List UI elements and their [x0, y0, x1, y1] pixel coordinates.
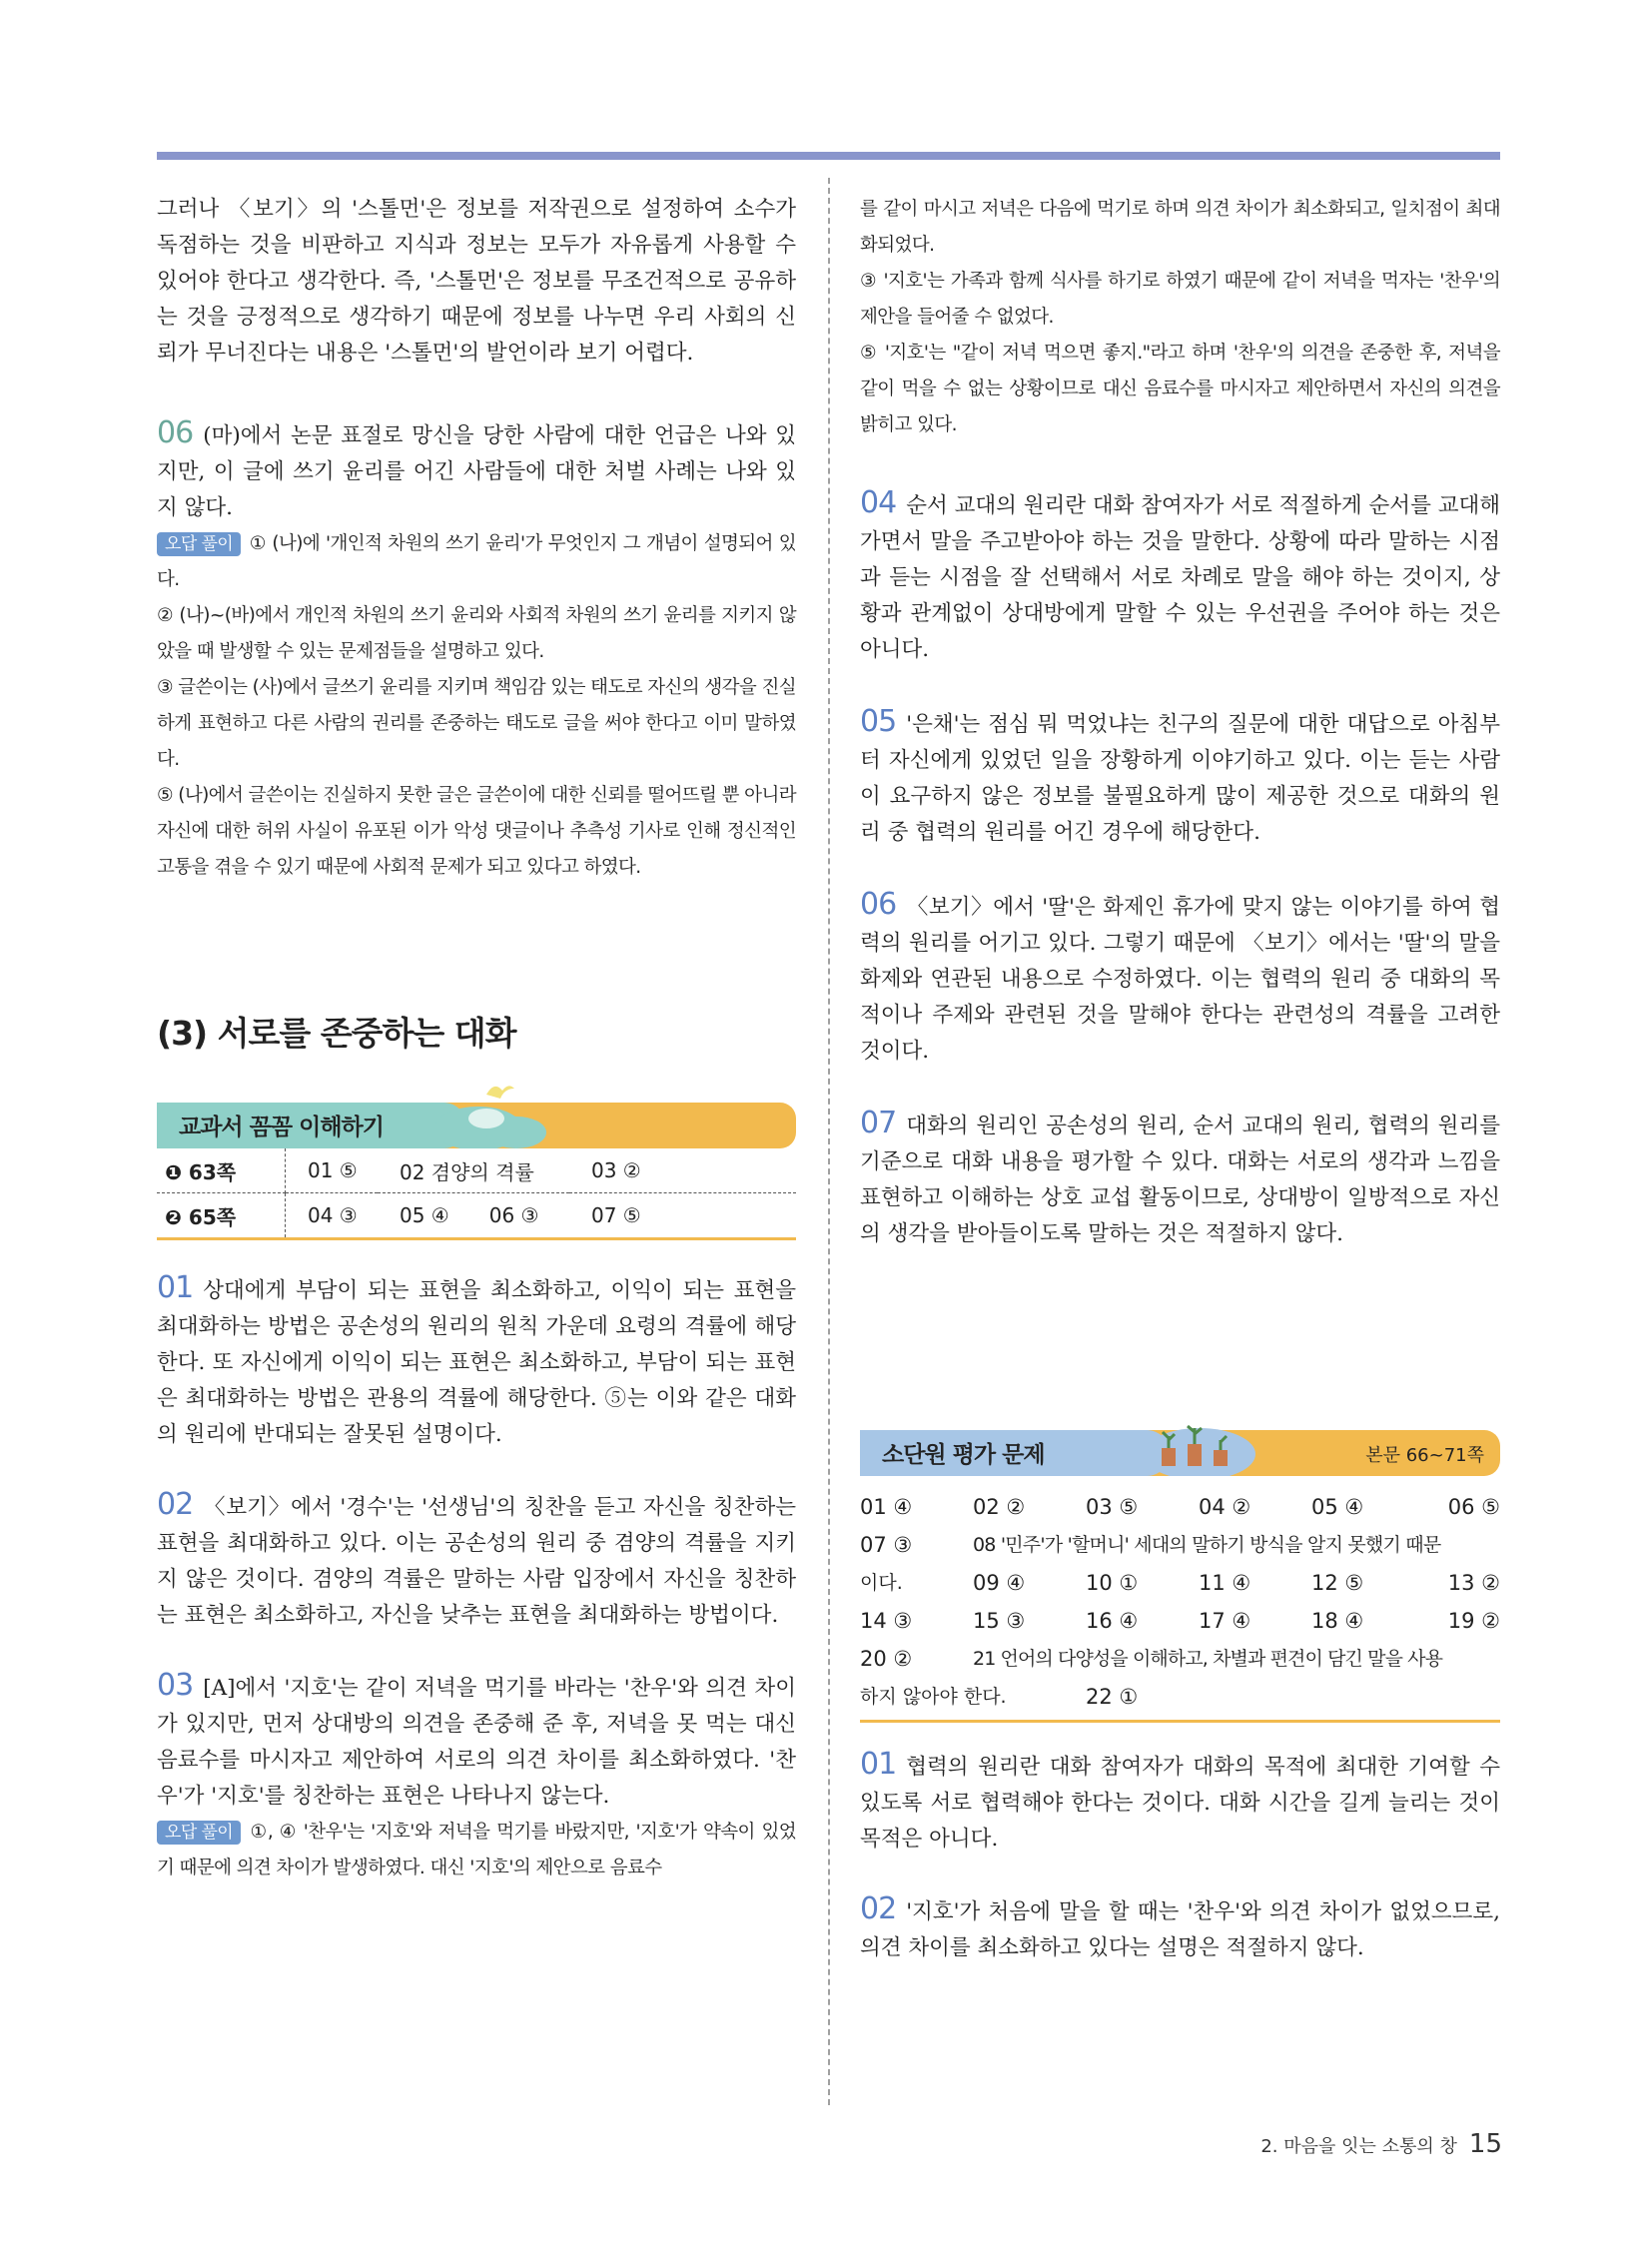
- table-row: [157, 1193, 796, 1238]
- answer-text: (마)에서 논문 표절로 망신을 당한 사람에 대한 언급은 나와 있지만, 이 글에 쓰기 윤리를 어긴 사람들에 대한 처벌 사례는 나와 있지 않다.: [157, 423, 796, 520]
- answer-04: [860, 485, 1500, 668]
- grid-cell: 17 ④: [1199, 1609, 1251, 1633]
- answer-03: [157, 1668, 796, 1815]
- grid-cell: 11 ④: [1199, 1571, 1251, 1595]
- grid-cell: 21 언어의 다양성을 이해하고, 차별과 편견이 담긴 말을 사용: [973, 1648, 1443, 1670]
- grid-cell: 14 ③: [860, 1609, 913, 1633]
- answer-number: 02: [157, 1487, 194, 1522]
- grid-cell: 이다.: [860, 1572, 903, 1594]
- answer-05: [860, 704, 1500, 851]
- note-line: ③ '지호'는 가족과 함께 식사를 하기로 하였기 때문에 같이 저녁을 먹자는 '찬우'의 제안을 들어줄 수 없었다.: [860, 271, 1500, 328]
- grid-cell: 15 ③: [973, 1609, 1026, 1633]
- eval-answer-02: [860, 1891, 1500, 1966]
- answer-text: 대화의 원리인 공손성의 원리, 순서 교대의 원리, 협력의 원리를 기준으로 대화 내용을 평가할 수 있다. 대화는 서로의 생각과 느낌을 표현하고 이해하는 상호 교섭 활동이므로, 상대방이 일방적으로 자신의 생각을 받아들이도록 말하는 것은 적절하지 않다.: [860, 1114, 1500, 1246]
- grid-cell: 05 ④: [1311, 1495, 1364, 1519]
- grid-cell: 10 ①: [1086, 1571, 1139, 1595]
- answer-number: 02: [860, 1891, 897, 1926]
- table-head: ❷ 65쪽: [157, 1193, 286, 1238]
- answer-number: 06: [860, 887, 897, 922]
- grid-row: [860, 1640, 1500, 1678]
- grid-cell: 09 ④: [973, 1571, 1026, 1595]
- grid-cell: 13 ②: [1447, 1571, 1500, 1595]
- answer-number: 05: [860, 704, 897, 739]
- wrong-answer-badge: 오답 풀이: [157, 532, 241, 556]
- note-line: ⑤ '지호'는 "같이 저녁 먹으면 좋지."라고 하며 '찬우'의 의견을 존중한 후, 저녁을 같이 먹을 수 없는 상황이므로 대신 음료수를 마시자고 제안하면서 자신의 의견을 밝히고 있다.: [860, 343, 1500, 435]
- table-cell: 07 ⑤: [591, 1203, 641, 1227]
- answer-text: 상대에게 부담이 되는 표현을 최소화하고, 이익이 되는 표현을 최대화하는 방법은 공손성의 원리의 원칙 가운데 요령의 격률에 해당한다. 또 자신에게 이익이 되는 표현은 최소화하고, 부담이 되는 표현은 최대화하는 방법은 관용의 격률에 해당한다. ⑤는 이와 같은 대화의 원리에 반대되는 잘못된 설명이다.: [157, 1278, 796, 1447]
- grid-cell: 07 ③: [860, 1533, 913, 1557]
- grid-cell: 04 ②: [1199, 1495, 1251, 1519]
- answer-number: 06: [157, 415, 194, 450]
- intro-paragraph: 그러나 〈보기〉의 '스톨먼'은 정보를 저작권으로 설정하여 소수가 독점하는 것을 비판하고 지식과 정보는 모두가 자유롭게 사용할 수 있어야 한다고 생각한다. 즉, '스톨먼'은 정보를 무조건적으로 공유하는 것을 긍정적으로 생각하기 때문에 정보를 나누면 우리 사회의 신뢰가 무너진다는 내용은 '스톨먼'의 발언이라 보기 어렵다.: [157, 197, 796, 366]
- answer-02: [157, 1487, 796, 1634]
- grid-row: [860, 1488, 1500, 1526]
- answer-number: 03: [157, 1668, 194, 1703]
- wrong-answer-note: [157, 1815, 796, 1886]
- grid-cell: 12 ⑤: [1311, 1571, 1364, 1595]
- eval-answer-01: [860, 1747, 1500, 1858]
- answer-table: [157, 1148, 796, 1237]
- section-title: (3) 서로를 존중하는 대화: [157, 1014, 516, 1053]
- grid-cell: 03 ⑤: [1086, 1495, 1139, 1519]
- grid-cell: 20 ②: [860, 1647, 913, 1671]
- answer-06: [157, 415, 796, 526]
- table-cell: 02 겸양의 격률: [378, 1148, 569, 1193]
- page-number: 15: [1468, 2129, 1502, 2159]
- note-line: ① (나)에 '개인적 차원의 쓰기 윤리'가 무엇인지 그 개념이 설명되어 있다.: [157, 533, 796, 590]
- answer-text: 〈보기〉에서 '딸'은 화제인 휴가에 맞지 않는 이야기를 하여 협력의 원리를 어기고 있다. 그렇기 때문에 〈보기〉에서는 '딸'의 말을 화제와 연관된 내용으로 수정하였다. 이는 협력의 원리 중 대화의 목적이나 주제와 관련된 것을 말해야 한다는 관련성의 격률을 고려한 것이다.: [860, 895, 1500, 1064]
- grid-row: [860, 1678, 1500, 1716]
- grid-row: [860, 1564, 1500, 1602]
- plant-pots-icon: [1140, 1404, 1259, 1476]
- wrong-answer-badge: 오답 풀이: [157, 1821, 241, 1845]
- note-line: ①, ④ '찬우'는 '지호'와 저녁을 먹기를 바랐지만, '지호'가 약속이 있었기 때문에 의견 차이가 발생하였다. 대신 '지호'의 제안으로 음료수: [157, 1822, 796, 1878]
- note-line: ③ 글쓴이는 (사)에서 글쓰기 윤리를 지키며 책임감 있는 태도로 자신의 생각을 진실하게 표현하고 다른 사람의 권리를 존중하는 태도로 글을 써야 한다고 이미 말하였다.: [157, 677, 796, 770]
- table-cell: 06 ③: [488, 1203, 539, 1227]
- grid-cell: 01 ④: [860, 1495, 913, 1519]
- grid-cell: 하지 않아야 한다.: [860, 1686, 1007, 1708]
- grid-row: [860, 1526, 1500, 1564]
- textbook-banner-label: 교과서 꼼꼼 이해하기: [179, 1115, 384, 1140]
- table-cell: 01 ⑤: [286, 1148, 379, 1193]
- grid-cell: 16 ④: [1086, 1609, 1139, 1633]
- answer-number: 04: [860, 485, 897, 520]
- answer-text: '은채'는 점심 뭐 먹었냐는 친구의 질문에 대한 대답으로 아침부터 자신에게 있었던 일을 장황하게 이야기하고 있다. 이는 듣는 사람이 요구하지 않은 정보를 불필요하게 많이 제공한 것으로 대화의 원리 중 협력의 원리를 어긴 경우에 해당한다.: [860, 712, 1500, 845]
- note-line: 를 같이 마시고 저녁은 다음에 먹기로 하며 의견 차이가 최소화되고, 일치점이 최대화되었다.: [860, 199, 1500, 256]
- top-accent-bar: [157, 152, 1500, 160]
- table-cell: 03 ②: [569, 1148, 796, 1193]
- table-cell: 04 ③: [308, 1203, 358, 1227]
- answer-grid: [860, 1488, 1500, 1716]
- cloud-bird-icon: [426, 1075, 556, 1148]
- answer-text: [A]에서 '지호'는 같이 저녁을 먹기를 바라는 '찬우'와 의견 차이가 있지만, 먼저 상대방의 의견을 존중해 준 후, 저녁을 못 먹는 대신 음료수를 마시자고 제안하여 서로의 의견 차이를 최소화하였다. '찬우'가 '지호'를 칭찬하는 표현은 나타나지 않는다.: [157, 1676, 796, 1809]
- table-head: ❶ 63쪽: [157, 1148, 286, 1193]
- grid-cell: 22 ①: [1086, 1685, 1139, 1709]
- answer-number: 07: [860, 1106, 897, 1140]
- table-row: [157, 1148, 796, 1193]
- answer-number: 01: [860, 1747, 897, 1782]
- answer-number: 01: [157, 1270, 194, 1305]
- column-divider: [828, 178, 830, 2105]
- chapter-title: 2. 마음을 잇는 소통의 창: [1260, 2136, 1457, 2157]
- unit-test-banner: [860, 1430, 1500, 1476]
- answer-text: 협력의 원리란 대화 참여자가 대화의 목적에 최대한 기여할 수 있도록 서로 협력해야 한다는 것이다. 대화 시간을 길게 늘리는 것이 목적은 아니다.: [860, 1755, 1500, 1852]
- answer-01: [157, 1270, 796, 1453]
- grid-row: [860, 1602, 1500, 1640]
- table-cell: 05 ④: [400, 1203, 449, 1227]
- grid-cell: 18 ④: [1311, 1609, 1364, 1633]
- grid-cell: 06 ⑤: [1447, 1495, 1500, 1519]
- answer-06: [860, 887, 1500, 1070]
- answer-text: '지호'가 처음에 말을 할 때는 '찬우'와 의견 차이가 없었으므로, 의견 차이를 최소화하고 있다는 설명은 적절하지 않다.: [860, 1899, 1500, 1960]
- textbook-banner: [157, 1103, 796, 1148]
- grid-cell: 08 '민주'가 '할머니' 세대의 말하기 방식을 알지 못했기 때문: [973, 1534, 1441, 1556]
- grid-cell: 02 ②: [973, 1495, 1026, 1519]
- right-column: [860, 192, 1500, 1966]
- note-line: ② (나)~(바)에서 개인적 차원의 쓰기 윤리와 사회적 차원의 쓰기 윤리를 지키지 않았을 때 발생할 수 있는 문제점들을 설명하고 있다.: [157, 605, 796, 662]
- note-line: ⑤ (나)에서 글쓴이는 진실하지 못한 글은 글쓴이에 대한 신뢰를 떨어뜨릴 뿐 아니라 자신에 대한 허위 사실이 유포된 이가 악성 댓글이나 추측성 기사로 인해 정신적인 고통을 겪을 수 있기 때문에 사회적 문제가 되고 있다고 하였다.: [157, 785, 796, 878]
- answer-text: 〈보기〉에서 '경수'는 '선생님'의 칭찬을 듣고 자신을 칭찬하는 표현을 최대화하고 있다. 이는 공손성의 원리 중 겸양의 격률을 지키지 않은 것이다. 겸양의 격률은 말하는 사람 입장에서 자신을 칭찬하는 표현은 최소화하고, 자신을 낮추는 표현을 최대화하는 방법이다.: [157, 1495, 796, 1628]
- page-range: 본문 66~71쪽: [1365, 1445, 1484, 1466]
- page-footer: [1260, 2129, 1502, 2159]
- wrong-answer-note: [157, 526, 796, 598]
- grid-cell: 19 ②: [1447, 1609, 1500, 1633]
- answer-text: 순서 교대의 원리란 대화 참여자가 서로 적절하게 순서를 교대해 가면서 말을 주고받아야 하는 것을 말한다. 상황에 따라 말하는 시점과 듣는 시점을 잘 선택해서 서로 차례로 말을 해야 하는 것이지, 상황과 관계없이 상대방에게 말할 수 있는 우선권을 주어야 하는 것은 아니다.: [860, 493, 1500, 662]
- answer-07: [860, 1106, 1500, 1252]
- left-column: [157, 192, 796, 1886]
- unit-test-banner-label: 소단원 평가 문제: [882, 1442, 1045, 1468]
